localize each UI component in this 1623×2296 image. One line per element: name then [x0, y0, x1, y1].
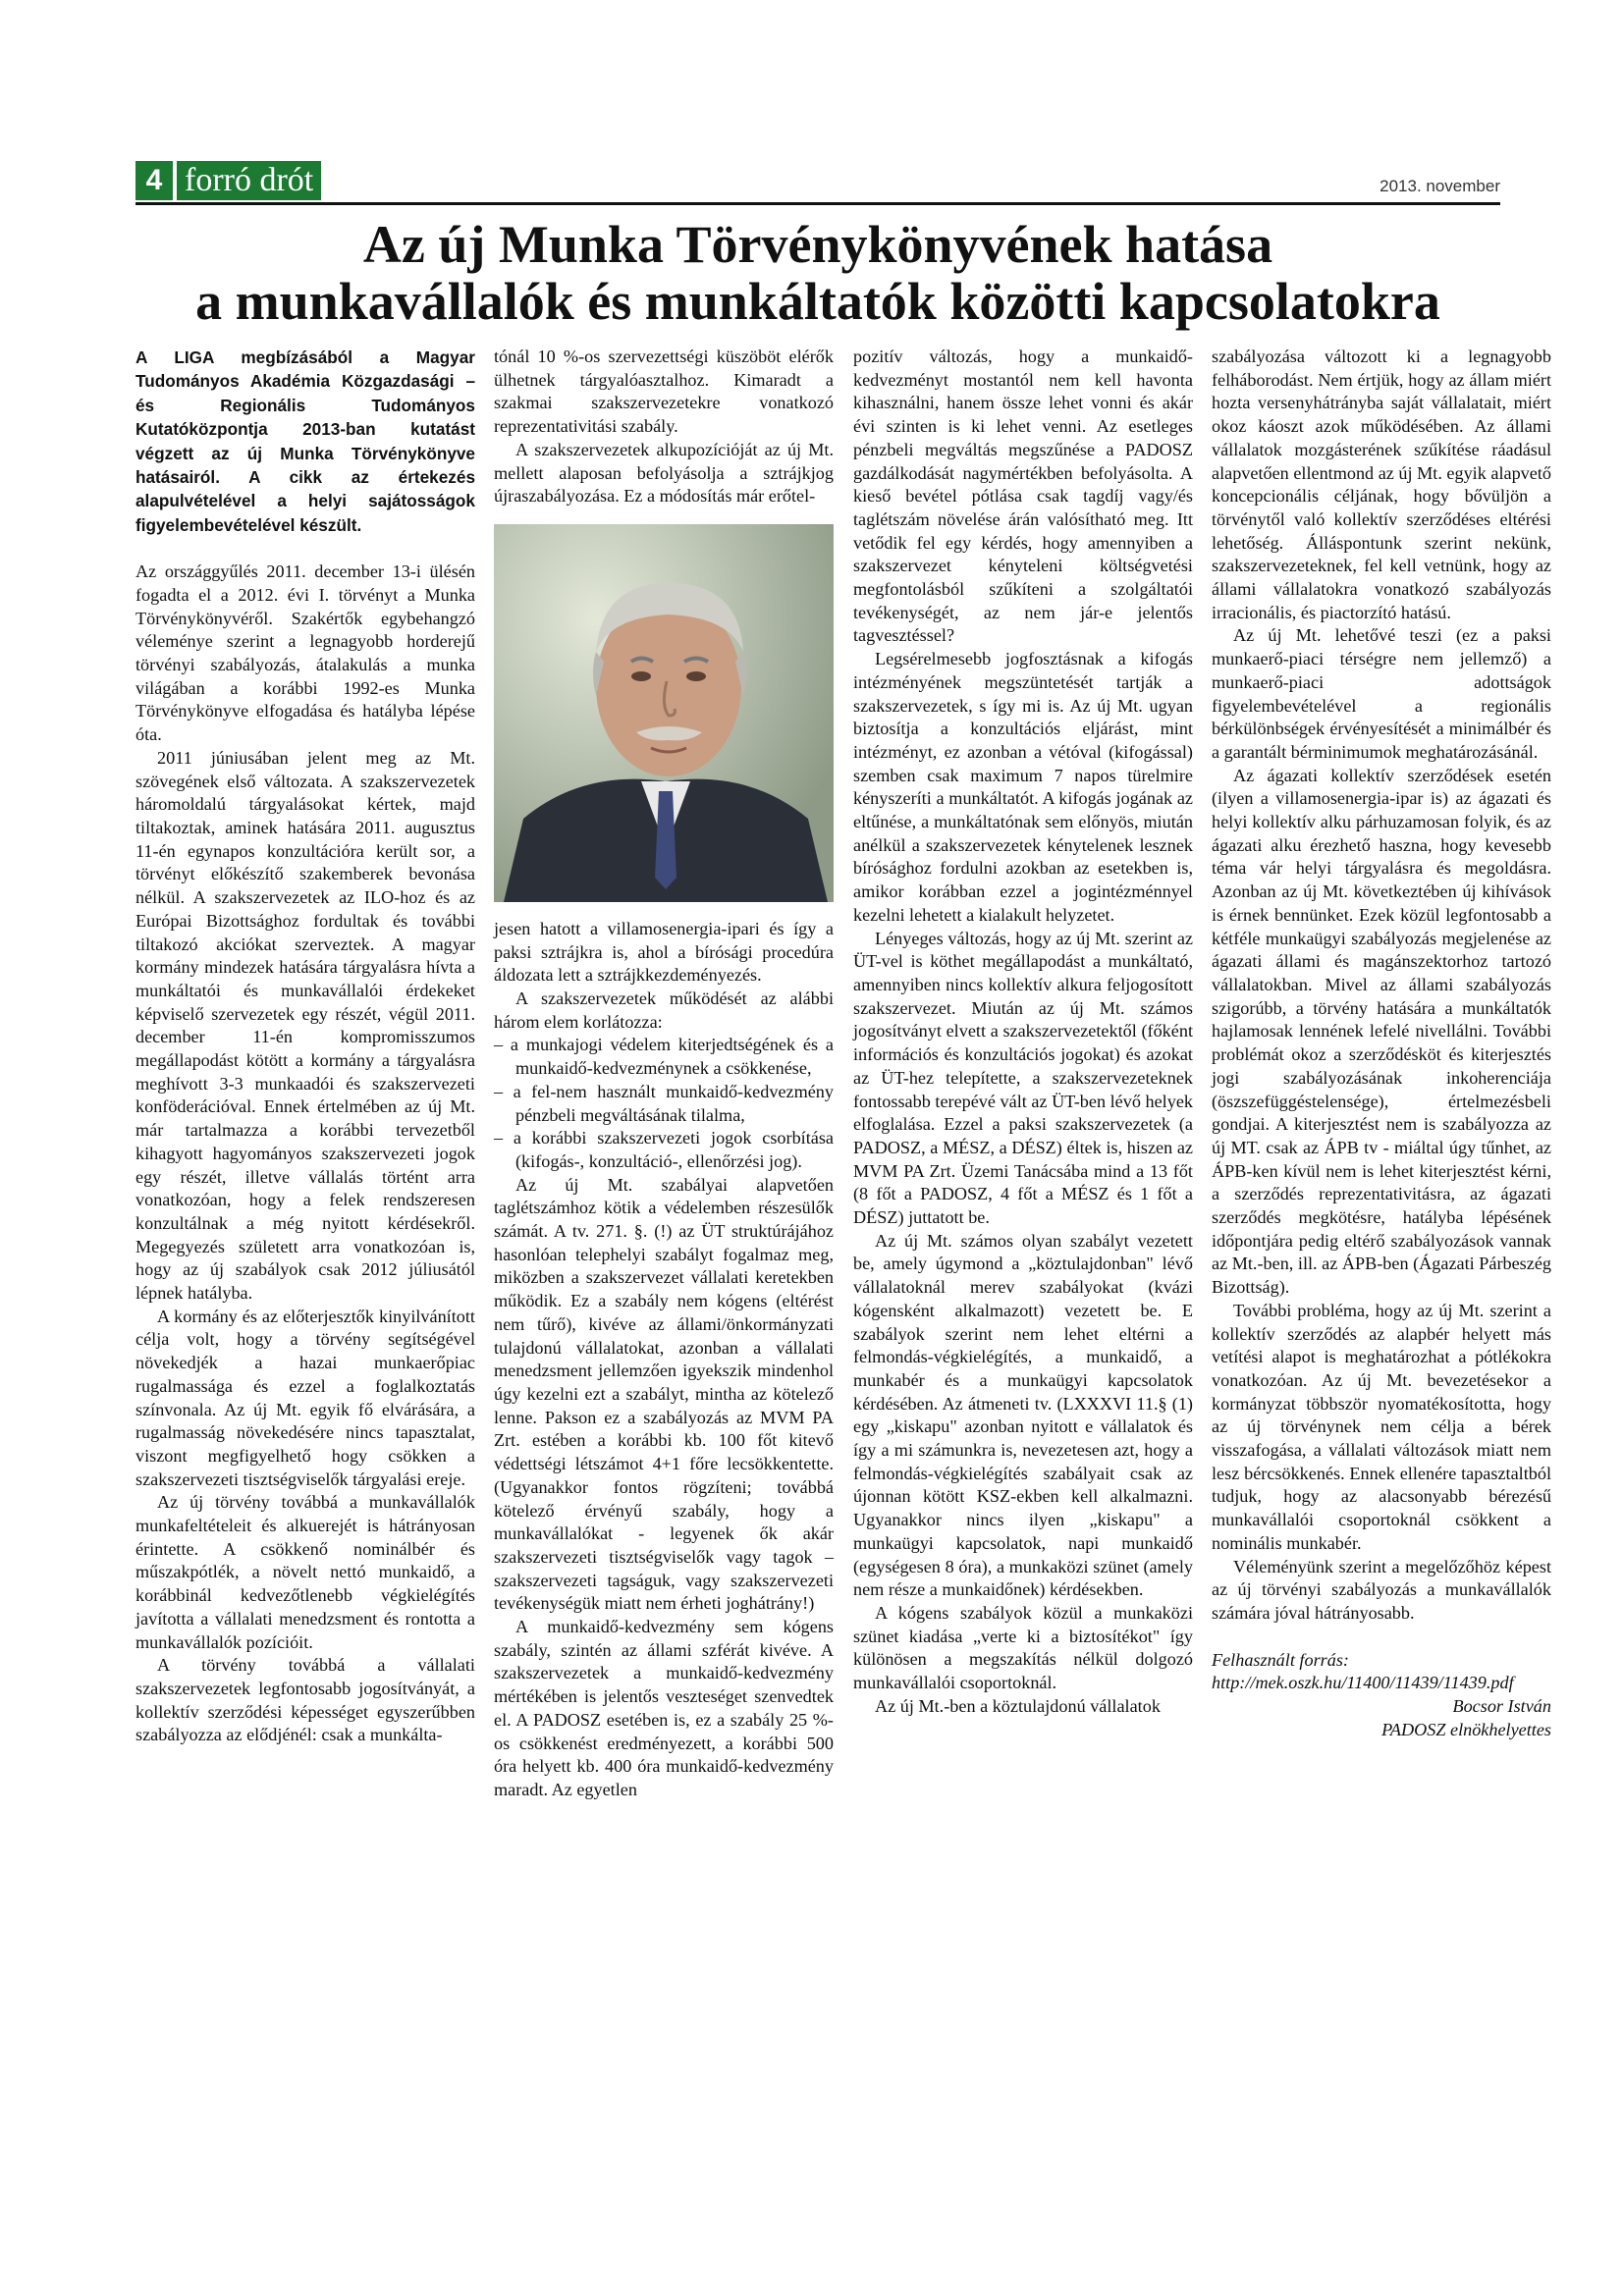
paragraph: Az országgyűlés 2011. december 13-i ülésén fogadta el a 2012. évi I. törvényt a Munka Törvénykönyvéről. Szakértők egybehangzó véleménye szerint a legnagyobb horderejű törvényi szabályozás, átalakulás a munka világában a korábbi 1992-es Munka Törvénykönyve elfogadása és hatályba lépése óta. — [135, 561, 475, 745]
list-item: – a fel-nem használt munkaidő-kedvezmény pénzbeli megváltásának tilalma, — [494, 1081, 834, 1125]
list-item: – a munkajogi védelem kiterjedtségének és a munkaidő-kedvezménynek a csökkenése, — [494, 1035, 834, 1079]
paragraph: tónál 10 %-os szervezettségi küszöböt elérők ülhetnek tárgyalóasztalhoz. Kimaradt a szakmai szakszervezetekre vonatkozó reprezentativitási szabály. — [494, 347, 834, 437]
author-name: Bocsor István — [1452, 1696, 1551, 1717]
source-url: http://mek.oszk.hu/11400/11439/11439.pdf — [1212, 1673, 1514, 1693]
issue-date: 2013. november — [1380, 177, 1500, 195]
paragraph: Az új törvény továbbá a munkavállalók munkafeltételeit és alkuerejét is hátrányosan érintette. A csökkenő nominálbér és műszakpótlék, a növelt nettó munkaidő, a korábbinál kedvezőtlenebb végkielégítés javította a vállalati menedzsment és rontotta a munkavállalók pozícióit. — [135, 1492, 475, 1652]
paragraph: pozitív változás, hogy a munkaidő-kedvezményt mostantól nem kell havonta kihasználni, hanem össze lehet vonni és akár évi szinten is ki lehet venni. Az esetleges pénzbeli megváltás megszűnése a PADOSZ gazdálkodását nagymértékben befolyásolta. A kieső bevétel pótlása csak tagdíj vagy/és taglétszám növelése árán valósítható meg. Itt vetődik fel egy kérdés, hogy amennyiben a szakszervezet kényteleni költségvetési megfontolásból szűkíteni a szolgáltatói tevékenységét, az nem jár-e jelentős tagvesztéssel? — [853, 347, 1193, 646]
paragraph: A szakszervezetek alkupozícióját az új Mt. mellett alaposan befolyásolja a sztrájkjog újraszabályozása. Ez a módosítás már erőtel- — [494, 439, 834, 507]
page-header — [135, 157, 1500, 205]
paragraph: Az új Mt. lehetővé teszi (ez a paksi munkaerő-piaci térségre nem jellemző) a munkaerő-piaci adottságok figyelembevételével a regionális bérkülönbségek érvényesítését a minimálbér és a garantált bérminimumok meghatározásánál. — [1212, 625, 1551, 762]
author-role: PADOSZ elnökhelyettes — [1381, 1719, 1551, 1739]
paragraph: A kógens szabályok közül a munkaközi szünet kiadása „verte ki a biztosítékot" így különösen a megszakítás nélkül dolgozó munkavállalói csoportoknál. — [853, 1602, 1193, 1693]
source-label: Felhasznált forrás: — [1212, 1649, 1349, 1670]
rubric-label: forró drót — [177, 161, 321, 200]
paragraph: Az ágazati kollektív szerződések esetén (ilyen a villamosenergia-ipar is) az ágazati és helyi kollektív alku párhuzamosan folyik, és az ágazati alku érezhető haszna, hogy kevesebb téma vár helyi tárgyalásra és megoldásra. Azonban az új Mt. következtében új kihívások is érnek bennünket. Ezek közül legfontosabb a kétféle munkaügyi szabályozás megjelenése az ágazati állami és magánszektorhoz tartozó vállalatokban. Mivel az állami szabályozás szigorúbb, a törvény hatására a munkáltatók hajlamosak lennének lefelé nivellálni. További problémát okoz a szerződésköt és kiterjesztés jogi szabályozásának inkoherenciája (öszszefüggéstelensége), értelmezésbeli gondjai. A kiterjesztést nem is szabályozza az új MT. csak az ÁPB tv - miáltal úgy tűnhet, az ÁPB-ken kívül nem is lehet kiterjesztést kérni, a szerződés reprezentativitásra, az ágazati szerződés megkötésre, hatályba lépésének időpontjára pedig eltérő szabályozások vannak az Mt.-ben, ill. az ÁPB-ben (Ágazati Párbeszég Bizottság). — [1212, 765, 1551, 1298]
paragraph: A kormány és az előterjesztők kinyilvánított célja volt, hogy a törvény segítségével növekedjék a hazai munkaerőpiac rugalmassága és ezzel a foglalkoztatás színvonala. Az új Mt. egyik fő elvárására, a rugalmasság növekedésére nincs tapasztalat, viszont megfigyelhető hogy csökken a szakszervezeti tisztségviselők tárgyalási ereje. — [135, 1306, 475, 1489]
title-line-2: a munkavállalók és munkáltatók közötti kapcsolatokra — [195, 272, 1440, 331]
paragraph: 2011 júniusában jelent meg az Mt. szövegének első változata. A szakszervezetek háromoldalú tárgyalásokat kértek, majd tiltakoztak, aminek hatására 2011. augusztus 11-én egynapos konzultációra került sor, a törvényt előkészítő szakemberek bevonása nélkül. A szakszervezetek az ILO-hoz és az Európai Bizottsághoz fordultak és további tiltakozó akciókat szerveztek. A magyar kormány mindezek hatására tárgyalásra hívta a munkáltatói és munkavállalói érdekeket képviselő szervezetek egy részét, végül 2011. december 11-én kompromisszumos megállapodást kötött a kormány a tárgyalásra meghívott 3-3 munkaadói és szakszervezeti konföderációval. Ennek értelmében az új Mt. már tartalmazza a korábbi tervezetből kihagyott hagyományos szakszervezeti jogok egy részét, illetve vállalás történt arra vonatkozóan, hogy a felek rendszeresen konzultálnak a még nyitott kérdésekről. Megegyezés született arra vonatkozóan is, hogy az új szabályok csak 2012 júliusától lépnek hatályba. — [135, 747, 475, 1304]
list-item: – a korábbi szakszervezeti jogok csorbítása (kifogás-, konzultáció-, ellenőrzési jog). — [494, 1128, 834, 1171]
column-3 — [853, 346, 1193, 1718]
column-4 — [1212, 346, 1551, 1741]
paragraph: szabályozása változott ki a legnagyobb felháborodást. Nem értjük, hogy az állam miért hozta versenyhátrányba saját vállalatait, miért okoz káoszt azok működésében. Az állami vállalatok mozgásterének szűkítése ráadásul alapvetően ellentmond az új Mt. egyik alapvető koncepcionális céljának, hogy bővüljön a törvénytől való kollektív szerződéses eltérési lehetőség. Álláspontunk szerint nekünk, szakszervezeteknek, fel kell vetnünk, hogy az állami vállalatokra vonatkozó szabályozás irracionális, és piactorzító hatású. — [1212, 347, 1551, 622]
paragraph: Az új Mt. számos olyan szabályt vezetett be, amely úgymond a „köztulajdonban" lévő vállalatoknál merev szabályokat (kvázi kógensként alkalmazott) vezetett be. E szabályok szerint nem lehet eltérni a felmondás-végkielégítés, a munkaidő, a munkabér és a munkaügyi kapcsolatok kérdésében. Az átmeneti tv. (LXXXVI 11.§ (1) egy „kiskapu" azonban nyitott e vállalatok és így a mi számunkra is, nevezetesen azt, hogy a felmondás-végkielégítés szabályait csak az újonnan kötött KSZ-ekben kell alkalmazni. Ugyanakkor nincs ilyen „kiskapu" a munkaügyi kapcsolatok, napi munkaidő (egységesen 8 óra), a munkaközi szünet (amely nem része a munkaidőnek) kérdésekben. — [853, 1230, 1193, 1600]
paragraph: Az új Mt. szabályai alapvetően taglétszámhoz kötik a védelemben részesülők számát. A tv. 271. §. (!) az ÜT struktúrájához hasonlóan telephelyi szabályt fogalmaz meg, miközben a szakszervezet vállalati keretekben működik. Ez a szabály nem kógens (eltérést nem tűrő), kivéve az állami/önkormányzati tulajdonú vállalatokat, azonban a vállalati menedzsment jellemzően igyekszik mindenhol úgy kezelni ezt a szabályt, mintha az kötelező lenne. Pakson ez a szabályozás az MVM PA Zrt. estében a korábbi kb. 100 főt kitevő védettségi létszámot 4+1 főre lecsökkentette. (Ugyanakkor fontos rögzíteni; továbbá kötelező érvényű szabály, hogy a munkavállalókat - legyenek ők akár szakszervezeti tisztségviselők vagy tagok – szakszervezeti tagságuk, vagy szakszervezeti tevékenységük miatt nem érheti joghátrány!) — [494, 1174, 834, 1614]
portrait-photo-icon — [494, 524, 834, 902]
article-title — [135, 216, 1500, 330]
paragraph: További probléma, hogy az új Mt. szerint a kollektív szerződés az alapbér helyett más vetítési alapot is meghatározhat a pótlékokra vonatkozóan. Az új Mt. bevezetésekor a kormányzat többször nyomatékosította, hogy az új törvénynek nem célja a bérek visszafogása, a vállalati változások miatt nem lesz bércsökkenés. Ennek ellenére tapasztaltból tudjuk, hogy az alacsonyabb bérezésű munkavállalói csoportoknál csökkent a nominális munkabér. — [1212, 1300, 1551, 1553]
page-number: 4 — [135, 161, 173, 200]
title-line-1: Az új Munka Törvénykönyvének hatása — [362, 215, 1273, 274]
paragraph: A munkaidő-kedvezmény sem kógens szabály, szintén az állami szférát kivéve. A szakszervezetek a munkaidő-kedvezmény mértékében is jelentős veszteséget szenvedtek el. A PADOSZ esetében is, ez a szabály 25 %-os csökkenést eredményezett, a korábbi 500 óra helyett kb. 400 óra munkaidő-kedvezmény maradt. Az egyetlen — [494, 1617, 834, 1799]
column-1 — [135, 346, 475, 1747]
paragraph: Legsérelmesebb jogfosztásnak a kifogás intézményének megszüntetését tartják a szakszervezetek, s így mi is. Az új Mt. ugyan biztosítja a konzultációs eljárást, mint intézményt, ez azonban a vétóval (kifogással) szemben csak maximum 7 napos türelmire kényszeríti a munkáltatót. A kifogás jogának az eltűnése, a munkáltatónak sem előnyös, miután anélkül a szakszervezetek kénytelenek lesznek bírósághoz fordulni azokban az esetekben is, amikor korábban ezzel a jogintézménnyel kezelni lehetett a kialakult helyzetet. — [853, 649, 1193, 925]
article-lead: A LIGA megbízásából a Magyar Tudományos Akadémia Közgazdasági – és Regionális Tudományos Kutatóközpontja 2013-ban kutatást végzett az új Munka Törvénykönyve hatásairól. A cikk az értekezés alapulvételével a helyi sajátosságok figyelembevételével készült. — [135, 347, 475, 535]
paragraph: A szakszervezetek működését az alábbi három elem korlátozza: — [494, 988, 834, 1032]
paragraph: Véleményünk szerint a megelőzőhöz képest az új törvényi szabályozás a munkavállalók számára jóval hátrányosabb. — [1212, 1556, 1551, 1623]
paragraph: Az új Mt.-ben a köztulajdonú vállalatok — [875, 1695, 1161, 1716]
paragraph: A törvény továbbá a vállalati szakszervezetek legfontosabb jogosítványát, a kollektív szerződési képességet egyszerűbben szabályozza az elődjénél: csak a munkálta- — [135, 1655, 475, 1745]
paragraph: jesen hatott a villamosenergia-ipari és így a paksi sztrájkra is, ahol a bírósági procedúra áldozata lett a sztrájkkezdeményezés. — [494, 918, 834, 986]
paragraph: Lényeges változás, hogy az új Mt. szerint az ÜT-vel is köthet megállapodást a munkáltató, amennyiben nincs kollektív alkura feljogosított szakszervezet. Miután az új Mt. számos jogosítványt elvett a szakszervezetektől (főként információs és konzultációs jogokat) és azokat az ÜT-hez telepítette, a szakszervezeteknek fontossabb terepévé vált az ÜT-ben lévő helyek elfoglalása. Ezzel a paksi szakszervezetek (a PADOSZ, a MÉSZ, a DÉSZ) éltek is, hiszen az MVM PA Zrt. Üzemi Tanácsába mind a 13 főt (8 főt a PADOSZ, 4 főt a MÉSZ és 1 főt a DÉSZ) juttatott be. — [853, 928, 1193, 1228]
column-2 — [494, 346, 834, 1802]
portrait-photo — [494, 524, 834, 902]
